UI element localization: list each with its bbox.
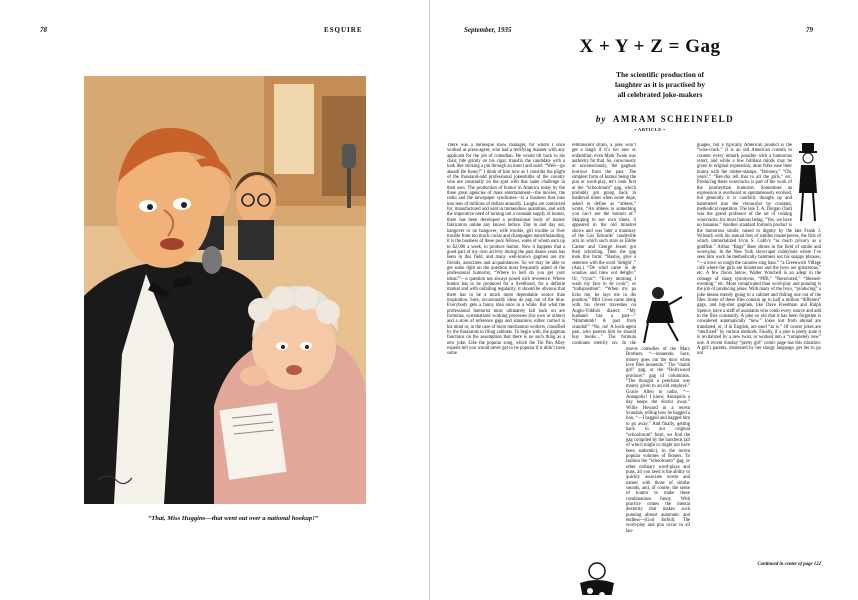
column-3-text: guages, but a typically American product is the “wise-crack.” It is an old American custom to counter every remark possible with a humorous retort, and while a few brilliant minds may be given to original expression, most folks ease their brains with the rubber-stamps, “Boloney,” “Oh, yeah?,” “Bet-cha tell that to all the girls,” etc. Producing these wisecracks is part of the work of the journeyman humorist. Sometimes an expression is overheard or spontaneously evolved, but generally it is carefully thought up and hammered into the vernacular by constant, methodical repetition. The late T. A. Dorgan (Tad) was the grand professor of the art of coining wisecracks, his most famous being, “Yes, we have no bananas.” Another standard formula product is the humorous simile, raised to dignity by the late Frank J. Wilstach with his annual lists of similes masterpieces, the first of which immortalized Irvin S. Cobb’s “as much privacy as a goldfish.” Arthur “Bugs” Baer shines in the field of simile and word-play. In the New York skyscraper cubbyhole where I’ve seen him work he methodically hammers out his snappy phrases, “—a town so tough the canaries sing bass.” “a Greenwich Village café where the girls are boisterous and the boys are girlsterous,” etc. A few floors below, Walter Winchell is an adept in the coinage of slang synonyms, “Pffft,” “Renovated,” “blessed-eventing,” etc. More complicated than word-play and punning is the job of producing jokes. With many of the boys, “producing” a joke means merely going to a cabinet and fishing one out of the files. Some of these files contain up to half a million “different” gags, and big-shot gagmen, like Dave Freedman and Ralph Spence, have a staff of assistants who comb every source and add to the files constantly. A joke so old that it has been forgotten is considered automatically “new.” Jokes lost from abroad are translated, or, if in English, are used “as is.” Of course jokes are “sterilized” by various methods. Finally, if a joke is pretty stale it is revitalized by a new twist, or worked into a “completely new” one. A recent Sunday “pretty girl” comic page has this situation: A girl’s parents, distressed by her slangy language, get her to go out — [697, 143, 821, 357]
article-subtitle — [560, 70, 760, 100]
continued-note: Continued in center of page 122 — [757, 562, 821, 567]
jester-sketch — [795, 143, 821, 223]
author-name: AMRAM SCHEINFELD — [612, 114, 735, 124]
clown-sketch — [572, 559, 622, 595]
article-column-1 — [447, 143, 565, 595]
tuxedo-man-sketch — [640, 283, 690, 345]
column-1-text: There was a burlesque show manager, for whom I once worked as press-agent, who had a terrifying manner with any applicant for the job of comedian. He would tilt back in his chair, bite grimly on his cigar, transfix the candidate with a look like sticking a pin through an insect and snarl: “Well—go ahead! Be funny!” I think of him now as I consider the plight of the thousand-odd professional jokesmiths of the country who are constantly on the spot with that same challenge in their ears. The production of humor in America today by the three great agencies of mass entertainment—the movies, the radio and the newspaper syndicates—is a business that runs into tens of millions of dollars annually. Laughs are contracted for, manufactured and sold in tremendous quantities, and with the imperative need of turning out a constant supply of humor, there has been developed a professional body of humor fabricators unlike any known before. Day in and day out, hangover or no hangover, wife trouble, girl trouble or liver trouble from too much caviar and champagne notwithstanding, it is the business of these poor fellows, some of whom earn up to $2,000 a week, to produce humor. Now it happens that a good part of my own activity during the past dozen years has been in this field, and many well-known gagmen are my friends, associates and acquaintances. So we may be able to get some light on the question most frequently asked of the professional humorist, “Where in hell do you get your ideas?”—a question not always posed with reverence. Where humor has to be produced for a livelihood, for a definite market and with unfailing regularity, it should be obvious that there has to be a much more dependable source than inspiration. Sure, occasionally ideas do pop out of the blue. Everybody gets a funny idea once in a while. But what the professional humorist must ultimately fall back on are formulas, systematized working processes (his own or others) and a store of reference gags and situations, either carried in his mind or, in the case of more mechanical workers, classified by the thousands in filing cabinets. To begin with, the gagman functions on the assumption that there is no such thing as a new joke. Like the popular song, which the Tin Pan Alley experts tell you would never get to be popular if it didn’t have some — [447, 143, 565, 357]
article-title: X + Y + Z = Gag — [579, 36, 721, 57]
comedian-illustration — [84, 76, 366, 504]
subtitle-line-3: all celebrated joke-makers — [617, 90, 703, 99]
illustration-caption: “That, Miss Huggins—that went out over a national hookup!” — [147, 515, 319, 522]
page-gutter — [429, 0, 430, 600]
issue-date: September, 1935 — [464, 26, 512, 34]
byline-prefix: by — [595, 114, 607, 124]
magazine-name: ESQUIRE — [324, 26, 363, 34]
article-column-3 — [697, 143, 821, 560]
left-page-number: 78 — [40, 26, 47, 34]
subtitle-line-2: laughter as it is practised by — [614, 80, 706, 89]
column-2-text: reminiscent strain, a joke won’t get a laugh if it’s too new or unfamiliar; even Mark Twain was authority for that. So, consciously or unconsciously, the gagman borrows from the past. The simplest form of humor being the pun or word-play, let’s look first at the “schoolroom” gag, which probably got going back in medieval times when some dope, asked to define as “abbess,” wrote, “An abbess is something you can’t see the bottom of.” Skipping to our own times, it appeared in the old minstrel shows and was later a mainstay of the Gus Edwards’ vaudeville acts in which such stars as Eddie Cantor and George Jessel got their schooling. Then the gag took this form: “Rastus, give a sentence with the word ‘delight’.” (Ans.) “De wind came in de window and blew out delight.” Or, “cynic”: “Every morning I wash my face in de cynic”; or “indisposition”: “When my pa licks me, he lays me in dis position.” Milt Gross came along with his clever travesties on Anglo-Yiddish dialect: “My husband has a past—” “Hmmmmh! A past from scandal!” “No, no! A hock-agent past, who posters him be should buy books…” The formula continues merrily on: In the movie comedies of the Marx Brothers, “—innuendo. Sure, money goes out the door when love flies innuendo.” The “dumb girl” gag, or the “Hollywood producer” gag of columnists. “The thought a penchant was money given to an old employé.” Gracie Allen in radio, “—Annapolis? I know, Annapolis a day keeps the doctor away.” Willie Howard in a recent Scandals, telling how he bagged a lion, “—I bagged and bagged him to go away.” And finally, getting back to our original “schoolroom” form, we find the gag compiled by the hundreds (all of which might or might not have been authentic), in the recent popular volumes of Boners. To fashion the “schoolroom” gag, or other ordinary word-plays and puns, all you need is the ability to quickly associate words and names with those of similar sounds, and, of course, the sense of humor to make these combinations funny. With practice comes the mental dexterity that makes such punning almost automatic and endless—(God forbid). The word-play and pun occur in all lan- — [572, 143, 690, 534]
subtitle-line-1: The scientific production of — [616, 70, 704, 79]
right-page-number: 79 — [806, 26, 813, 34]
article-kicker: • ARTICLE • — [634, 127, 666, 132]
byline — [545, 114, 785, 124]
article-column-2 — [572, 143, 690, 595]
